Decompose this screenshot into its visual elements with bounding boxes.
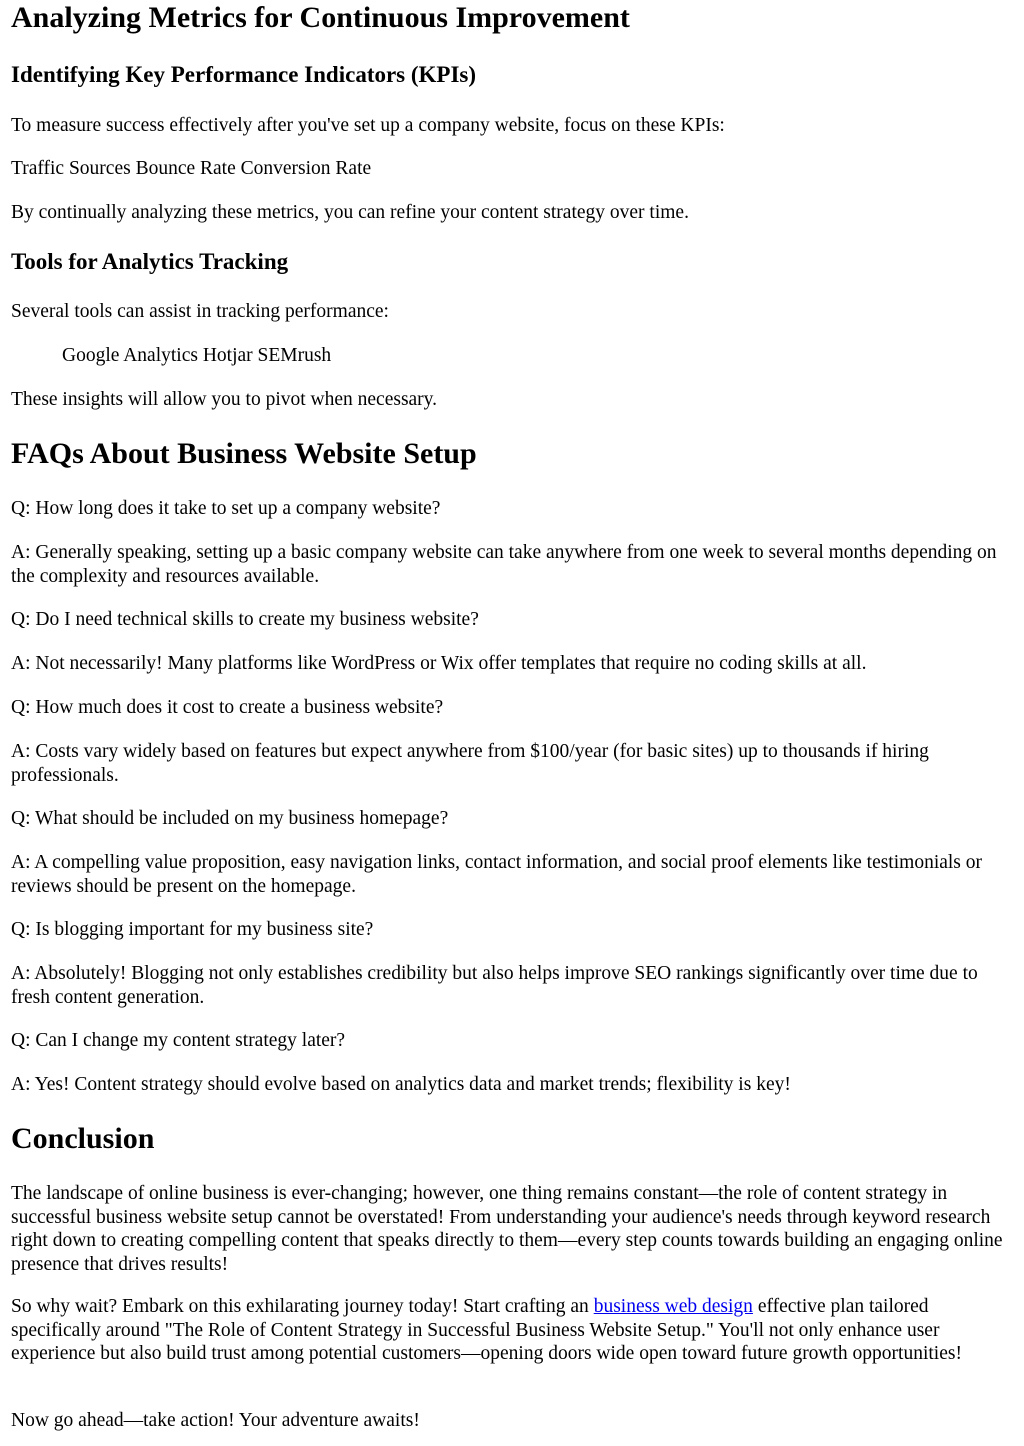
faq-question: Q: Do I need technical skills to create my business website? (11, 609, 479, 630)
business-web-design-link[interactable]: business web design (593, 1296, 753, 1317)
conclusion-paragraph-2 (11, 1295, 1007, 1366)
faq-question: Q: How much does it cost to create a business website? (11, 697, 444, 718)
kpi-list: Traffic Sources Bounce Rate Conversion Rate (11, 158, 372, 179)
conclusion-p2-text-before: So why wait? Embark on this exhilarating journey today! Start crafting an (11, 1296, 594, 1317)
conclusion-p2-text-after: effective plan tailored specifically around "The Role of Content Strategy in Successful Business Website Setup." You'll not only enhance user experience but also build trust among potential customers—opening doors wide open toward future growth opportunities! (11, 1296, 962, 1364)
metrics-heading: Analyzing Metrics for Continuous Improvement (11, 1, 630, 34)
faq-answer: A: Not necessarily! Many platforms like WordPress or Wix offer templates that require no coding skills at all. (11, 653, 867, 674)
kpi-intro: To measure success effectively after you've set up a company website, focus on these KPIs: (11, 115, 725, 136)
kpi-outro: By continually analyzing these metrics, you can refine your content strategy over time. (11, 202, 689, 223)
faq-answer: A: Absolutely! Blogging not only establishes credibility but also helps improve SEO rankings significantly over time due to fresh content generation. (11, 963, 978, 1008)
faqs-heading: FAQs About Business Website Setup (11, 437, 477, 470)
conclusion-paragraph-1: The landscape of online business is ever-changing; however, one thing remains constant—the role of content strategy in successful business website setup cannot be overstated! From understanding your audience's needs through keyword research right down to creating compelling content that speaks directly to them—every step counts towards building an engaging online presence that drives results! (11, 1183, 1003, 1275)
faq-answer: A: Costs vary widely based on features but expect anywhere from $100/year (for basic sites) up to thousands if hiring professionals. (11, 741, 929, 786)
faq-answer: A: Yes! Content strategy should evolve based on analytics data and market trends; flexibility is key! (11, 1074, 791, 1095)
faq-answer: A: Generally speaking, setting up a basic company website can take anywhere from one week to several months depending on the complexity and resources available. (11, 542, 997, 587)
tools-outro: These insights will allow you to pivot when necessary. (11, 389, 438, 410)
tools-intro: Several tools can assist in tracking performance: (11, 301, 389, 322)
tools-list: Google Analytics Hotjar SEMrush (62, 345, 332, 366)
faq-answer: A: A compelling value proposition, easy navigation links, contact information, and social proof elements like testimonials or reviews should be present on the homepage. (11, 852, 983, 897)
faq-question: Q: What should be included on my business homepage? (11, 808, 449, 829)
conclusion-heading: Conclusion (11, 1122, 155, 1155)
kpi-heading: Identifying Key Performance Indicators (KPIs) (11, 62, 477, 87)
faq-question: Q: How long does it take to set up a company website? (11, 498, 441, 519)
faq-question: Q: Is blogging important for my business site? (11, 919, 374, 940)
conclusion-paragraph-3: Now go ahead—take action! Your adventure awaits! (11, 1410, 420, 1431)
faq-question: Q: Can I change my content strategy later? (11, 1030, 346, 1051)
tools-heading: Tools for Analytics Tracking (11, 249, 289, 274)
